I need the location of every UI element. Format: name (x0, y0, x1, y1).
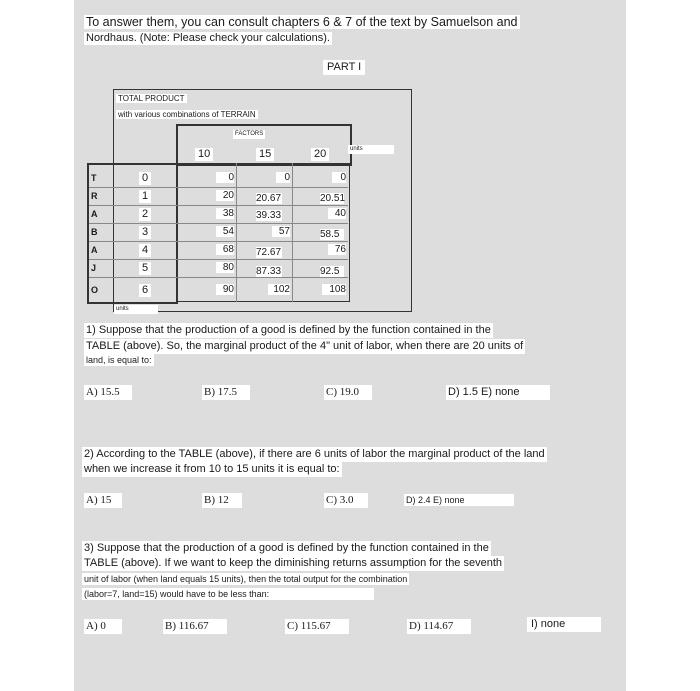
q3-option-b[interactable]: B) 116.67 (163, 619, 227, 634)
labor-letter: O (91, 285, 99, 295)
output-land15: 102 (268, 284, 290, 295)
labor-value: 6 (139, 284, 151, 297)
grid-divider (89, 205, 348, 206)
output-land15: 39.33 (256, 210, 282, 221)
labor-value: 4 (139, 244, 151, 257)
output-land20: 20.51 (320, 193, 346, 204)
output-land10: 20 (216, 190, 234, 201)
labor-value: 0 (139, 172, 151, 185)
q3-option-d[interactable]: D) 114.67 (407, 619, 471, 634)
labor-value: 5 (139, 262, 151, 275)
q2-option-c[interactable]: C) 3.0 (324, 493, 368, 508)
output-land10: 80 (216, 262, 234, 273)
q2-line-1: 2) According to the TABLE (above), if there are 6 units of labor the marginal product of the land (84, 448, 545, 460)
land-col-15: 15 (256, 148, 274, 161)
q2-option-b[interactable]: B) 12 (202, 493, 242, 508)
labor-value: 1 (139, 190, 151, 203)
q3-option-e[interactable]: I) none (527, 617, 601, 632)
part-label: PART I (323, 60, 365, 75)
grid-divider (89, 223, 348, 224)
q1-option-c[interactable]: C) 19.0 (324, 385, 372, 400)
labor-column-frame (87, 163, 178, 304)
grid-divider (89, 241, 348, 242)
grid-divider (236, 163, 237, 302)
q1-option-a[interactable]: A) 15.5 (84, 385, 132, 400)
q3-line-3: unit of labor (when land equals 15 units), then the total output for the combination (84, 574, 408, 584)
labor-value: 2 (139, 208, 151, 221)
left-margin (0, 0, 74, 691)
labor-value: 3 (139, 226, 151, 239)
land-col-20: 20 (311, 148, 329, 161)
units-bottom-label: units (114, 305, 158, 314)
labor-letter: B (91, 227, 98, 237)
q3-line-4: (labor=7, land=15) would have to be less than: (82, 588, 374, 600)
output-land10: 0 (216, 172, 234, 183)
table-subtitle: with various combinations of TERRAIN (118, 110, 256, 119)
output-land20: 40 (328, 208, 346, 219)
land-col-10: 10 (195, 148, 213, 161)
grid-divider (89, 277, 348, 278)
grid-divider (292, 163, 293, 302)
output-land15: 72.67 (256, 247, 282, 258)
q1-option-d-e[interactable]: D) 1.5 E) none (446, 385, 550, 400)
factors-label: FACTORS (235, 131, 264, 137)
labor-letter: T (91, 173, 97, 183)
q1-option-b[interactable]: B) 17.5 (202, 385, 250, 400)
grid-divider (89, 259, 348, 260)
q1-line-3: land, is equal to: (86, 355, 152, 365)
q3-option-a[interactable]: A) 0 (84, 619, 122, 634)
output-land20: 92.5 (320, 266, 344, 277)
labor-letter: A (91, 245, 98, 255)
output-land15: 87.33 (256, 266, 282, 277)
q3-line-2: TABLE (above). If we want to keep the diminishing returns assumption for the seventh (84, 557, 503, 569)
q3-option-c[interactable]: C) 115.67 (285, 619, 349, 634)
labor-letter: A (91, 209, 98, 219)
q2-option-d-e[interactable]: D) 2.4 E) none (404, 494, 514, 506)
grid-divider (89, 187, 348, 188)
labor-letter: J (91, 263, 97, 273)
output-land20: 58.5 (320, 229, 344, 240)
q1-line-1: 1) Suppose that the production of a good is defined by the function contained in the (86, 324, 491, 336)
output-land15: 57 (272, 226, 290, 237)
output-land10: 68 (216, 244, 234, 255)
output-land10: 54 (216, 226, 234, 237)
q2-line-2: when we increase it from 10 to 15 units it is equal to: (84, 463, 340, 475)
units-right-label: units (348, 145, 394, 154)
table-title: TOTAL PRODUCT (118, 94, 185, 103)
q1-line-2: TABLE (above). So, the marginal product of the 4" unit of labor, when there are 20 units of (86, 340, 524, 352)
output-land10: 38 (216, 208, 234, 219)
output-land20: 76 (328, 244, 346, 255)
labor-letter: R (91, 191, 98, 201)
q2-option-a[interactable]: A) 15 (84, 493, 122, 508)
output-land15: 20.67 (256, 193, 282, 204)
output-land10: 90 (216, 284, 234, 295)
q3-line-1: 3) Suppose that the production of a good is defined by the function contained in the (84, 542, 489, 554)
intro-line-1: To answer them, you can consult chapters 6 & 7 of the text by Samuelson and (86, 15, 518, 29)
output-land15: 0 (276, 172, 290, 183)
intro-line-2: Nordhaus. (Note: Please check your calculations). (86, 32, 330, 44)
output-land20: 0 (332, 172, 346, 183)
output-land20: 108 (322, 284, 346, 295)
